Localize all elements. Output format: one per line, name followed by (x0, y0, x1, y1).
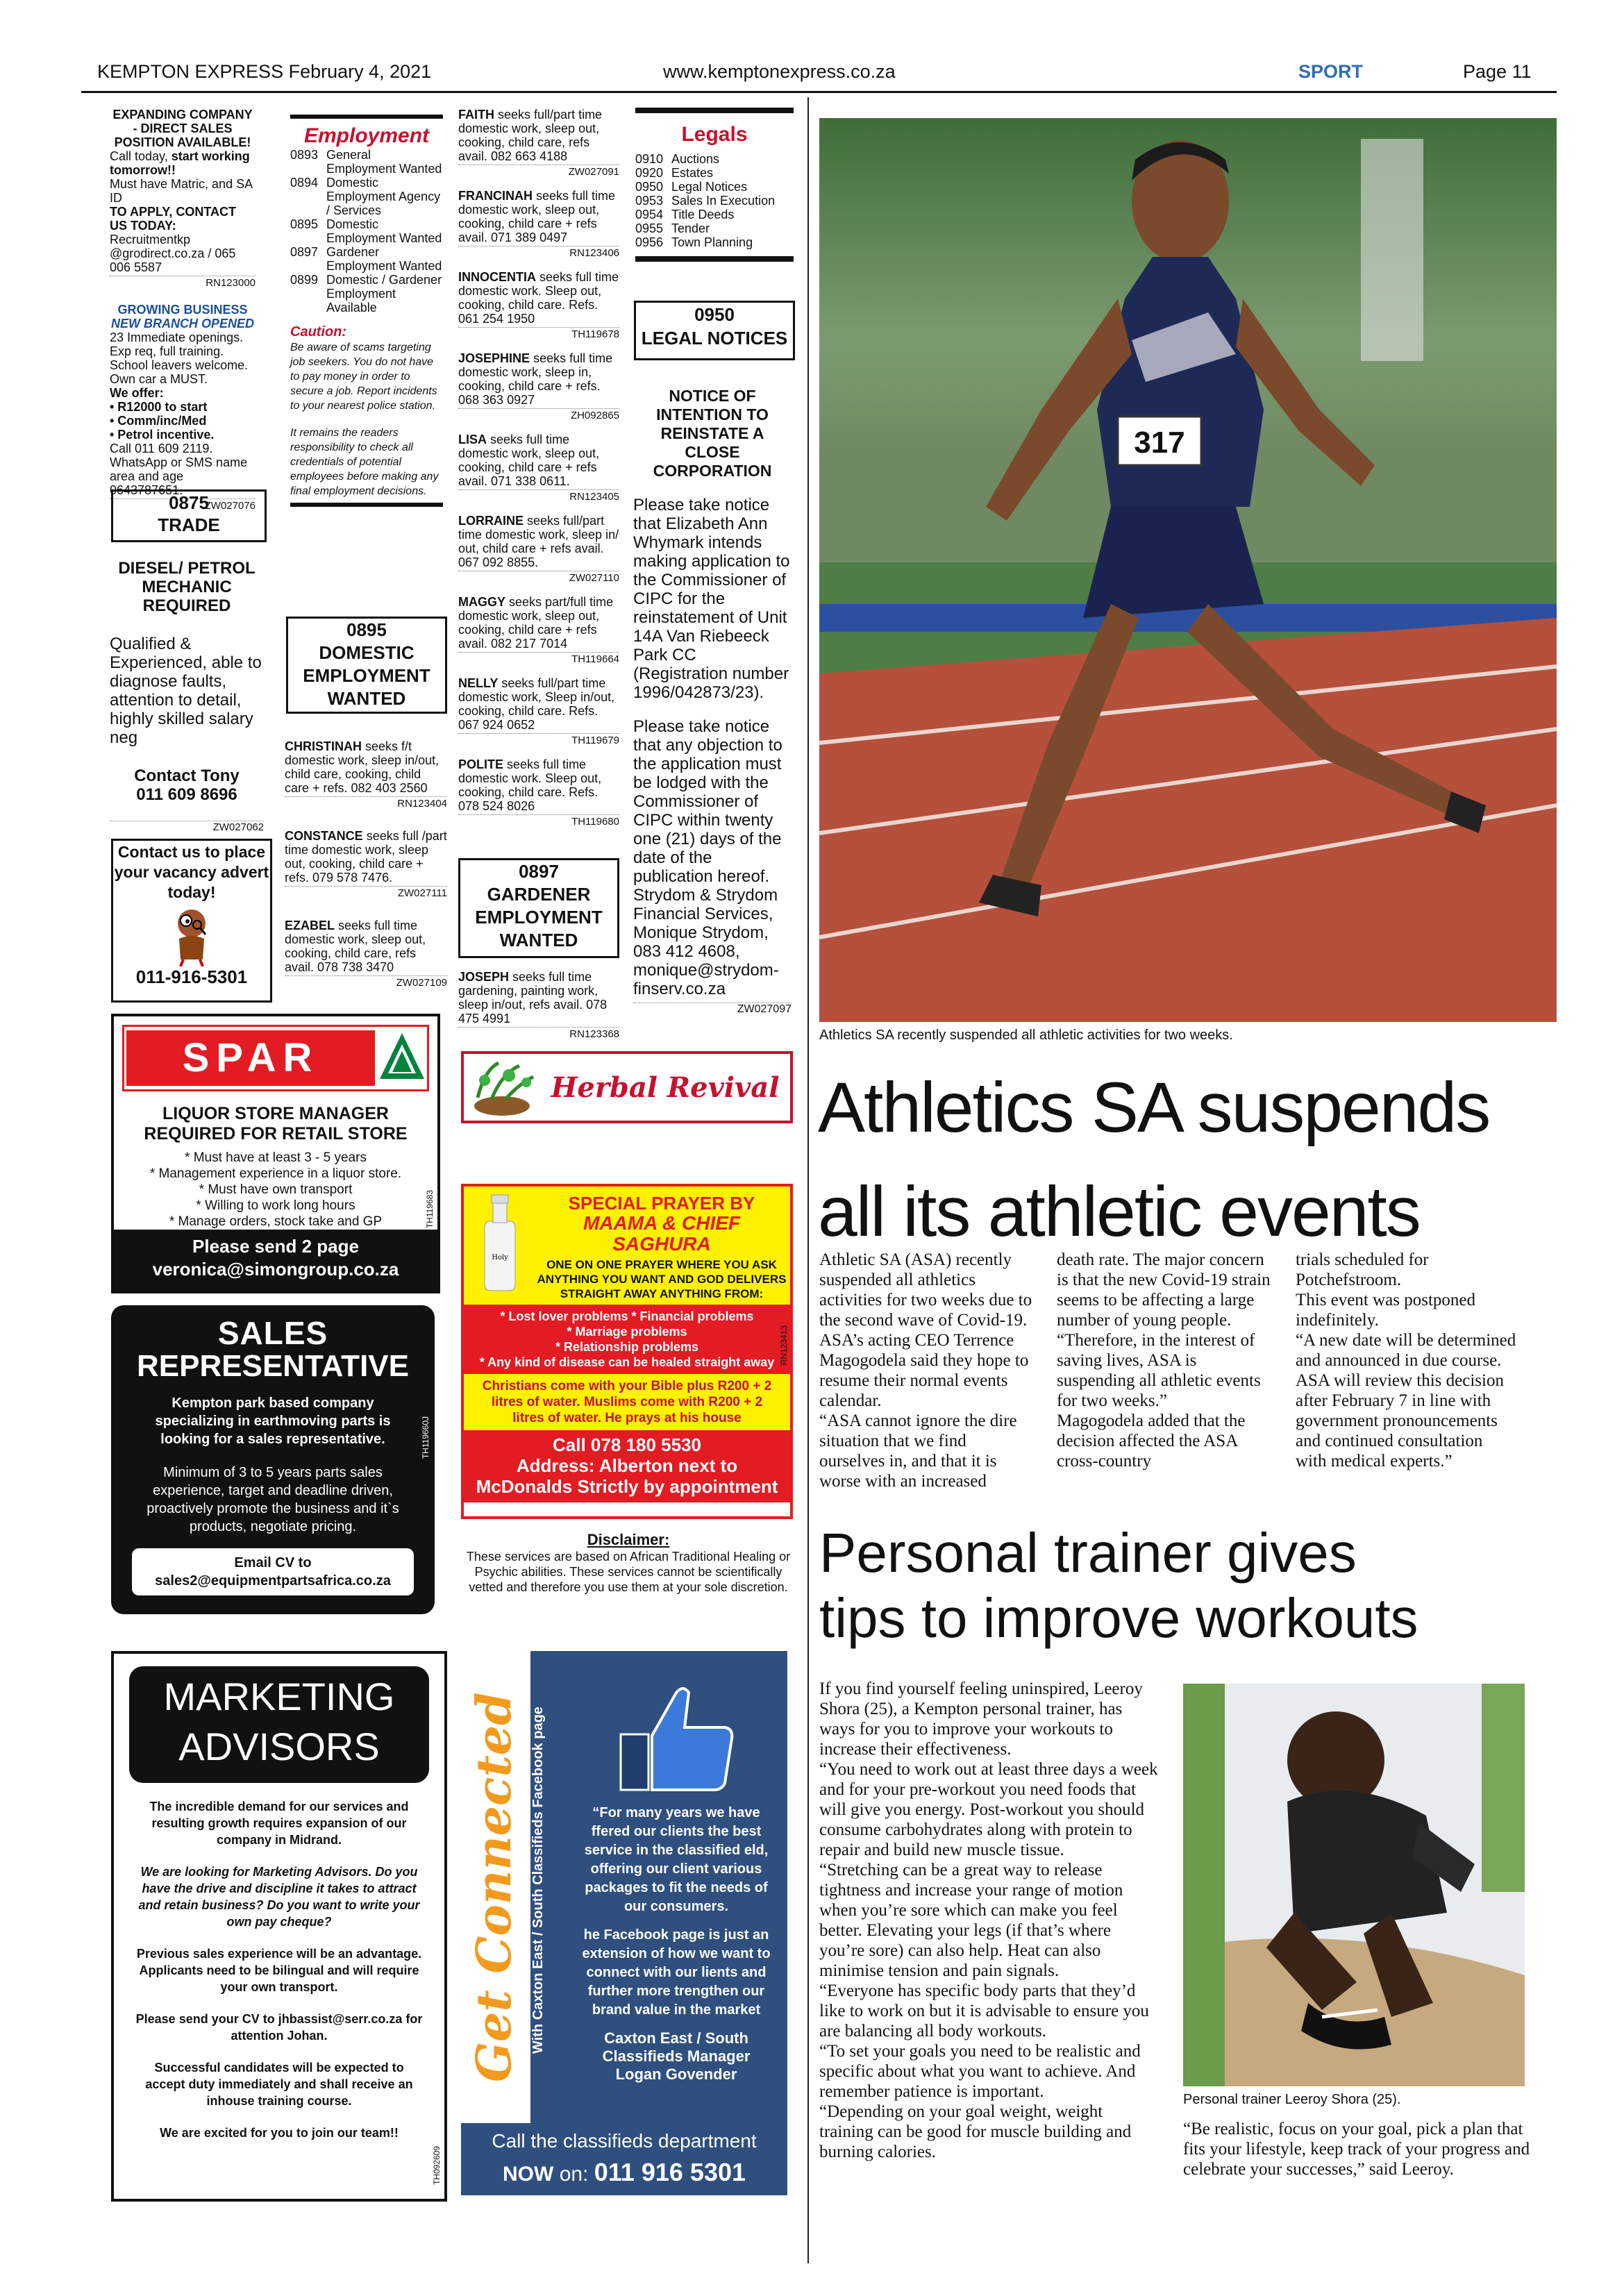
race-bib-number: 317 (1134, 426, 1185, 460)
listing (458, 433, 619, 504)
article1-col1: Athletic SA (ASA) recently suspended all athletics activities for two weeks due to the second wave of Covid-19. ASA’s acting CEO Terrence Magogodela said they hope to resume their normal events calendar. “ASA cannot ignore the dire situation that we find ourselves in, and that it is worse with an increased (819, 1250, 1032, 1491)
listing (285, 919, 447, 990)
listing-ref: RN123406 (458, 246, 619, 260)
listing-text: seeks full time domestic work. Sleep out, cooking, child care. Refs. 078 524 8026 (458, 757, 602, 813)
connected-body (572, 1804, 780, 2084)
ad-phone: 011 609 8696 (136, 785, 237, 804)
category-label: LEGAL NOTICES (641, 328, 788, 349)
col3-listings (458, 108, 619, 839)
listing-text: seeks full time domestic work, sleep out, cooking, child care + refs avail. 071 338 0611. (458, 433, 600, 488)
category-number: 0953 (635, 194, 664, 208)
prayer-instructions: Christians come with your Bible plus R200 + 2 litres of water. Muslims come with R200 + 2 litres of water. He prays at his house (464, 1374, 790, 1430)
connected-call: Call the classifieds department (492, 2130, 757, 2152)
prayer-item: * Lost lover problems * Financial problems (500, 1309, 754, 1323)
spar-tree-icon (377, 1030, 427, 1086)
ad-text-bold: TO APPLY, CONTACT US TODAY: (110, 205, 237, 233)
ad-title: NEW BRANCH OPENED (110, 317, 254, 330)
spar-bullet: * Management experience in a liquor store. (149, 1166, 402, 1181)
listing-name: LISA (458, 433, 487, 446)
ad-text: Qualified & Experienced, able to diagnose faults, attention to detail, highly skilled salary neg (110, 635, 262, 747)
listing-name: INNOCENTIA (458, 270, 536, 284)
spar-ad (111, 1014, 440, 1293)
listing (458, 189, 619, 260)
athlete-photo (819, 118, 1557, 1022)
ad-bullet: • R12000 to start (110, 400, 208, 414)
category-item (635, 152, 794, 166)
holy-water-icon (464, 1187, 533, 1298)
listing (285, 739, 447, 811)
trade-heading-box (111, 489, 267, 542)
prayer-item: * Relationship problems (555, 1340, 699, 1354)
listing-name: NELLY (458, 676, 499, 690)
category-title: Gardener Employment Wanted (326, 245, 442, 273)
section-heading: Legals (635, 108, 794, 146)
listing (285, 829, 447, 900)
listing (458, 108, 619, 179)
connected-body-p1: “For many years we have ffered our clients the best service in the classified eld, offering our client various packages to fit the needs of our consumers. (584, 1805, 769, 1914)
listing-name: JOSEPHINE (458, 351, 530, 365)
sales-cta (132, 1548, 414, 1595)
ad-text-bold: We offer: (110, 386, 164, 400)
disclaimer (458, 1531, 798, 1595)
category-number: 0894 (290, 176, 319, 190)
on-text: on: (559, 2163, 589, 2186)
ad-ref: TH119660J (421, 1416, 430, 1459)
article2-quote: “Be realistic, focus on your goal, pick a plan that fits your lifestyle, keep track of your progress and celebrate your successes,” said Leeroy. (1183, 2120, 1530, 2179)
marketing-ad (111, 1651, 447, 2202)
legal-notice (633, 387, 792, 1016)
ad-ref: ZW027062 (110, 821, 264, 833)
listing-ref: TH119664 (458, 652, 619, 667)
mechanic-ad (110, 559, 264, 833)
category-title: Town Planning (671, 235, 753, 249)
ad-bullet: • Petrol incentive. (110, 428, 215, 442)
cta-email[interactable]: sales2@equipmentpartsafrica.co.za (155, 1573, 391, 1589)
category-label: TRADE (158, 514, 220, 535)
ad-bullet: • Comm/inc/Med (110, 414, 207, 428)
section-heading: Employment (290, 115, 443, 148)
sales-body: Kempton park based company specializing in earthmoving parts is looking for a sales representative. (155, 1396, 391, 1447)
ad-text-bold: start working tomorrow!! (110, 149, 250, 177)
classifieds-col1 (110, 108, 256, 513)
listing-name: EZABEL (285, 919, 335, 932)
listing-ref: ZW027091 (458, 165, 619, 179)
ad-text: Call 011 609 2119. WhatsApp or SMS name area and age 0643787651. (110, 442, 248, 497)
connected-vertical-text: With Caxton East / South Classifieds Facebook page (530, 1707, 546, 2054)
listing-ref: ZW027111 (285, 886, 447, 900)
notice-text: Please take notice that Elizabeth Ann Whymark intends making application to the Commissioner of CIPC for the reinstatement of Unit 14A Van Riebeeck Park CC (Registration number 1996/042873/23). (633, 496, 790, 702)
headline-line1: Personal trainer gives (819, 1522, 1357, 1584)
category-title: General Employment Wanted (326, 148, 442, 176)
joseph-listing (458, 970, 619, 1041)
cta-email[interactable]: veronica@simongroup.co.za (152, 1259, 399, 1280)
page-number: Page 11 (1463, 61, 1532, 82)
category-item (635, 221, 794, 235)
cta-text: Email CV to (234, 1555, 312, 1570)
marketing-title: MARKETING (163, 1675, 395, 1718)
ad-text: 23 Immediate openings. Exp req, full training. School leavers welcome. Own car a MUST. (110, 330, 249, 386)
category-number: 0893 (290, 148, 319, 162)
connected-signature: Caxton East / South (604, 2029, 748, 2047)
article2-body: If you find yourself feeling uninspired, Leeroy Shora (25), a Kempton personal trainer, has ways for you to improve your workouts to increase their effectiveness. “You need to work out at least three days a week and for your pre-workout you need foods that will give you energy. Post-workout you should consume carbohydrates along with protein to repair and build new muscle tissue. “Stretching can be a great way to release tightness and increase your range of motion when you’re sore which can make you feel better. Elevating your legs (if that’s where you’re sore) can also help. Heat can also minimise tension and pain signals. “Everyone has specific body parts that they’d like to work on but it is advisable to ensure you are balancing all body workouts. “To set your goals you need to be realistic and specific about what you want to achieve. And remember patience is important. “Depending on your goal weight, weight training can be good for muscle building and burning calories. (819, 1679, 1158, 2161)
category-title: Title Deeds (671, 208, 735, 221)
category-item (635, 208, 794, 221)
gardener-employment-box (458, 858, 619, 958)
ad-text: Recruitmentkp @grodirect.co.za / 065 006 5587 (110, 233, 236, 274)
category-list (290, 148, 443, 315)
ad-contact: Contact Tony (134, 766, 240, 785)
connected-signature: Logan Govender (615, 2065, 737, 2083)
listing-text: seeks full time domestic work, sleep in, cooking, child care + refs. 068 363 0927 (458, 351, 613, 407)
category-item (290, 217, 443, 245)
category-title: Domestic Employment Agency / Services (326, 176, 441, 217)
employment-index (290, 115, 443, 507)
notice-title: NOTICE OF INTENTION TO REINSTATE A CLOSE CORPORATION (653, 387, 772, 480)
sales-rep-ad (111, 1305, 435, 1614)
sales-title: SALES (217, 1315, 328, 1351)
category-code: 0875 (169, 492, 209, 513)
headline-line1: Athletics SA suspends (818, 1068, 1490, 1147)
ad-ref: ZW027076 (110, 498, 256, 513)
site-url[interactable]: www.kemptonexpress.co.za (663, 61, 896, 82)
listing-ref: TH119679 (458, 733, 619, 748)
trainer-photo-caption: Personal trainer Leeroy Shora (25). (1183, 2092, 1401, 2107)
marketing-p3: Previous sales experience will be an advantage. Applicants need to be bilingual and will require your own transport. (136, 1947, 422, 1994)
ad-text: Call today, (110, 149, 168, 163)
listing-text: seeks full time gardening, painting work, sleep in/out, refs avail. 078 475 4991 (458, 970, 608, 1025)
connected-phone-line[interactable] (461, 2158, 787, 2187)
listing-name: JOSEPH (458, 970, 510, 984)
headline-line2: tips to improve workouts (819, 1587, 1418, 1649)
spar-cta (114, 1230, 437, 1291)
trainer-photo-illustration (1183, 1684, 1525, 2086)
listing-text: seeks full/part time domestic work, sleep out, cooking, child care, refs avail. 082 663 4188 (458, 108, 603, 163)
listing-text: seeks f/t domestic work, sleep in/out, child care, cooking, child care + refs. 082 403 2560 (285, 739, 440, 795)
listing-ref: TH119678 (458, 327, 619, 342)
ad-title: EXPANDING COMPANY - DIRECT SALES POSITION AVAILABLE! (112, 108, 253, 149)
prayer-contact (464, 1430, 790, 1502)
listing-ref: RN123404 (285, 796, 447, 811)
spar-bullet: * Must have own transport (199, 1182, 353, 1197)
connected-signature: Classifieds Manager (602, 2047, 751, 2065)
category-item (635, 166, 794, 180)
category-title: Tender (671, 221, 710, 235)
domestic-employment-box (286, 617, 447, 714)
article1-col3: trials scheduled for Potchefstroom. This event was postponed indefinitely. “A new date will be determined and announced in due course. ASA will review this decision after February 7 in line with government pronouncements and continued consultation with medical experts.” (1296, 1250, 1516, 1470)
category-number: 0954 (635, 208, 664, 221)
sales-title: REPRESENTATIVE (137, 1349, 409, 1383)
category-code: 0897 (519, 861, 559, 882)
category-item (290, 148, 443, 176)
prayer-phone[interactable]: Call 078 180 5530 (553, 1434, 701, 1455)
category-code: 0895 (346, 619, 387, 640)
connected-body-p2: he Facebook page is just an extension of how we want to connect with our lients and further more trengthen our brand value in the market (582, 1927, 771, 2018)
listing (458, 595, 619, 667)
prayer-item: * Any kind of disease can be healed straight away (479, 1355, 775, 1369)
marketing-p5: Successful candidates will be expected to accept duty immediately and shall receive an inhouse training course. (145, 2061, 413, 2108)
athlete-photo-illustration (819, 118, 1557, 1022)
spar-brand: SPAR (126, 1030, 375, 1086)
sales-requirements: Minimum of 3 to 5 years parts sales experience, target and deadline driven, proactively promote the business and it`s products, negotiate pricing. (147, 1465, 399, 1534)
contact-us-box[interactable] (111, 839, 272, 1003)
listing-name: CHRISTINAH (285, 739, 362, 753)
article2-headline (819, 1520, 1562, 1651)
category-title: Domestic / Gardener Employment Available (326, 273, 442, 315)
col2-listings (285, 739, 447, 1008)
category-number: 0910 (635, 152, 664, 166)
svg-text:Holy: Holy (492, 1254, 508, 1262)
marketing-p6: We are excited for you to join our team!! (160, 2126, 399, 2140)
article1-col2: death rate. The major concern is that the new Covid-19 strain seems to be affecting a large number of young people. “Therefore, in the interest of saving lives, ASA is suspending all athletic events for two weeks.” Magogodela added that the decision affected the ASA cross-country (1057, 1250, 1271, 1470)
article1-headline (818, 1055, 1561, 1264)
ad-title: DIESEL/ PETROL MECHANIC REQUIRED (118, 559, 256, 615)
prayer-item: * Marriage problems (567, 1325, 687, 1339)
category-title: Auctions (671, 152, 720, 166)
herbal-brand: Herbal Revival (551, 1071, 780, 1104)
spar-bullet: * Must have at least 3 - 5 years (185, 1150, 367, 1165)
prayer-subtitle: ONE ON ONE PRAYER WHERE YOU ASK ANYTHING YOU WANT AND GOD DELIVERS STRAIGHT AWAY ANYTHING FROM: (537, 1258, 787, 1300)
category-title: Domestic Employment Wanted (326, 217, 442, 245)
herbal-logo (461, 1051, 793, 1123)
category-title: Legal Notices (671, 180, 748, 194)
spar-logo (122, 1025, 429, 1091)
listing-text: seeks full time domestic work. Sleep out, cooking, child care. Refs. 061 254 1950 (458, 270, 619, 326)
category-item (635, 194, 794, 208)
listing-text: seeks part/full time domestic work, sleep out, cooking, child care + refs avail. 082 217 7014 (458, 595, 614, 651)
caution-title: Caution: (290, 324, 347, 340)
mascot-icon (164, 904, 219, 966)
listing-name: POLITE (458, 757, 504, 771)
listing (458, 757, 619, 829)
headline-line2: all its athletic events (818, 1172, 1420, 1251)
prayer-problems (464, 1305, 790, 1374)
column-divider (807, 97, 809, 2263)
trainer-photo (1183, 1684, 1525, 2086)
spar-title: LIQUOR STORE MANAGER (162, 1104, 389, 1123)
caution-text: Be aware of scams targeting job seekers. You do not have to pay money in order to secure a job. Report incidents to your nearest police station. (290, 342, 437, 412)
ad-text: Must have Matric, and SA ID (110, 177, 253, 205)
category-number: 0895 (290, 217, 319, 231)
listing (458, 514, 619, 585)
category-item (635, 235, 794, 249)
cta-text: Please send 2 page (192, 1236, 359, 1257)
responsibility-note: It remains the readers responsibility to check all credentials of potential employees before making any final employment decisions. (290, 427, 439, 497)
marketing-p1: The incredible demand for our services and resulting growth requires expansion of our company in Midrand. (149, 1800, 409, 1847)
listing-ref: ZH092865 (458, 408, 619, 423)
marketing-p4: Please send your CV to jhbassist@serr.co.za for attention Johan. (135, 2012, 423, 2043)
header-rule (81, 91, 1557, 93)
now-text: NOW (503, 2163, 554, 2186)
prayer-address: Address: Alberton next to McDonalds Strictly by appointment (476, 1455, 778, 1497)
listing-name: CONSTANCE (285, 829, 363, 843)
listing-text: seeks full /part time domestic work, sleep out, cooking, child care + refs. 079 578 7476. (285, 829, 447, 885)
ad-ref: TH119683 (425, 1189, 435, 1228)
thumbs-up-icon (614, 1679, 739, 1797)
ad-title: GROWING BUSINESS (117, 303, 248, 317)
listing-text: seeks full time domestic work, sleep out, cooking, child care + refs avail. 071 389 0497 (458, 189, 616, 244)
listing (458, 351, 619, 423)
category-label: DOMESTIC EMPLOYMENT WANTED (303, 642, 430, 709)
legal-notices-box (634, 301, 795, 360)
category-title: Sales In Execution (671, 194, 776, 208)
category-item (290, 176, 443, 217)
paper-name-date: KEMPTON EXPRESS February 4, 2021 (97, 61, 432, 82)
listing-text: seeks full/part time domestic work, sleep in/ out, child care + refs avail. 067 092 8855. (458, 514, 619, 569)
listing (458, 270, 619, 342)
ad-ref: TH092609 (432, 2145, 442, 2185)
category-item (290, 245, 443, 273)
prayer-title: SPECIAL PRAYER BY (568, 1193, 755, 1214)
herbs-icon (464, 1056, 540, 1118)
marketing-p2: We are looking for Marketing Advisors. Do you have the drive and discipline it takes to attract and retain business? Do you want to write your own pay cheque? (138, 1865, 420, 1929)
listing-name: MAGGY (458, 595, 506, 609)
prayer-header (464, 1187, 790, 1305)
spar-bullet: * Willing to work long hours (196, 1198, 355, 1213)
listing-name: LORRAINE (458, 514, 524, 528)
spar-title: REQUIRED FOR RETAIL STORE (144, 1124, 408, 1143)
section-label: SPORT (1298, 61, 1364, 82)
notice-text: Please take notice that any objection to the application must be lodged with the Commissioner of CIPC within twenty one (21) days of the date of the publication hereof. Strydom & Strydom Financial Services, Monique Strydom, 083 412 4608, monique@strydom-finserv.co.za (633, 717, 782, 998)
connected-phone: 011 916 5301 (594, 2158, 746, 2186)
prayer-title: MAAMA & CHIEF SAGHURA (583, 1212, 741, 1255)
category-code: 0950 (694, 304, 735, 325)
notice-ref: ZW027097 (633, 1003, 792, 1016)
category-number: 0897 (290, 245, 319, 259)
get-connected-ad (461, 1651, 787, 2195)
category-number: 0956 (635, 235, 664, 249)
marketing-title: ADVISORS (178, 1725, 380, 1768)
listing-ref: TH119680 (458, 814, 619, 829)
category-number: 0920 (635, 166, 664, 180)
listing-name: FRANCINAH (458, 189, 533, 203)
listing-ref: ZW027109 (285, 975, 447, 990)
listing-ref: RN123368 (458, 1027, 619, 1041)
category-number: 0955 (635, 221, 664, 235)
category-item (635, 180, 794, 194)
prayer-ad (461, 1184, 793, 1519)
listing-text: seeks full time domestic work, sleep out, cooking, child care, refs avail. 078 738 3470 (285, 919, 426, 974)
category-item (290, 273, 443, 315)
ad-ref: RN123413 (779, 1325, 789, 1366)
disclaimer-text: These services are based on African Traditional Healing or Psychic abilities. These services cannot be scientifically vetted and therefore you use them at your sole discretion. (466, 1550, 791, 1594)
connected-script-title: Get Connected (467, 1692, 522, 2082)
listing-ref: ZW027110 (458, 571, 619, 585)
contact-text: Contact us to place your vacancy advert today! (114, 843, 269, 901)
category-title: Estates (671, 166, 714, 180)
athlete-photo-caption: Athletics SA recently suspended all athletic activities for two weeks. (819, 1028, 1233, 1043)
spar-bullet: * Manage orders, stock take and GP (169, 1214, 383, 1229)
contact-phone: 011-916-5301 (135, 966, 248, 987)
ad-ref: RN123000 (110, 276, 256, 290)
category-list (635, 152, 794, 249)
spar-requirements (114, 1150, 437, 1230)
marketing-title-block (129, 1666, 429, 1783)
category-number: 0950 (635, 180, 664, 194)
listing-text: seeks full/part time domestic work, Sleep in/out, cooking, child care. Refs. 067 924 0652 (458, 676, 615, 732)
listing-name: FAITH (458, 108, 494, 121)
category-label: GARDENER EMPLOYMENT WANTED (475, 884, 603, 950)
disclaimer-title: Disclaimer: (587, 1531, 670, 1548)
legals-index (635, 108, 794, 262)
category-number: 0899 (290, 273, 319, 287)
listing-ref: RN123405 (458, 489, 619, 504)
listing (458, 676, 619, 748)
